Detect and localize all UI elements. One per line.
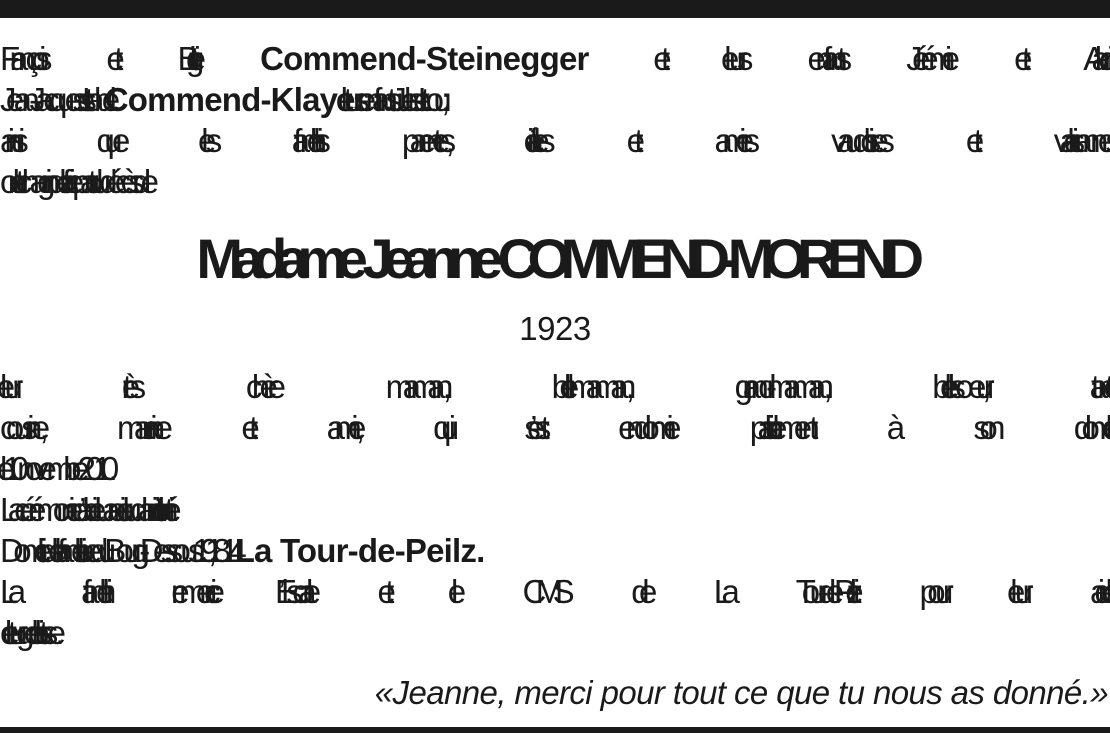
body-line-address	[0, 530, 1110, 571]
body-line: La cérémonie d’adieu a eu lieu dans l’intimité.	[0, 491, 170, 528]
deceased-name: Madame Jeanne COMMEND-MOREND	[196, 227, 914, 290]
family-name-bold: Commend-Klay	[104, 81, 338, 118]
body-line: cousine, marraine et amie, qui s’est endormie paisiblement à son domicile	[0, 409, 1110, 446]
top-border-rule	[0, 0, 1110, 18]
body-line: et leur gentillesse.	[0, 614, 54, 651]
announcement-intro	[0, 38, 1110, 202]
body-line: leur très chère maman, belle-maman, grand-maman, belle-sœur, tante,	[0, 368, 1110, 405]
intro-line-announce: ont le chagrin de faire part du décès de	[0, 163, 149, 200]
intro-text: François et Brigitte	[0, 40, 261, 77]
address-text: Domicile de la famille: rue du Bourg-Dessous 19, 1814	[0, 532, 235, 569]
birth-year: 1923	[519, 310, 591, 347]
body-line: le 10 novembre 2010.	[0, 450, 108, 487]
town-name-bold: La Tour-de-Peilz.	[234, 532, 485, 569]
announcement-body	[0, 366, 1110, 653]
body-line: La famille remercie l’Escale et le CMS de La Tour-de-Peilz pour leur aide	[0, 573, 1110, 610]
bottom-border-rule	[0, 727, 1110, 733]
closing-quote: «Jeanne, merci pour tout ce que tu nous as donné.»	[374, 674, 1108, 711]
family-name-bold: Commend-Steinegger	[260, 40, 589, 77]
intro-line-relatives: ainsi que les familles parentes, alliées et amies vaudoises et valaisannes,	[0, 122, 1110, 159]
intro-text: et leurs enfants Jérémie et Aladin;	[588, 40, 1110, 77]
intro-line-family-2	[0, 79, 1110, 120]
intro-text: Jean-Jacques et Isabel	[0, 81, 105, 118]
intro-line-family-1	[0, 38, 1110, 79]
intro-text: et leurs enfants Jules et Lou;	[337, 81, 440, 118]
